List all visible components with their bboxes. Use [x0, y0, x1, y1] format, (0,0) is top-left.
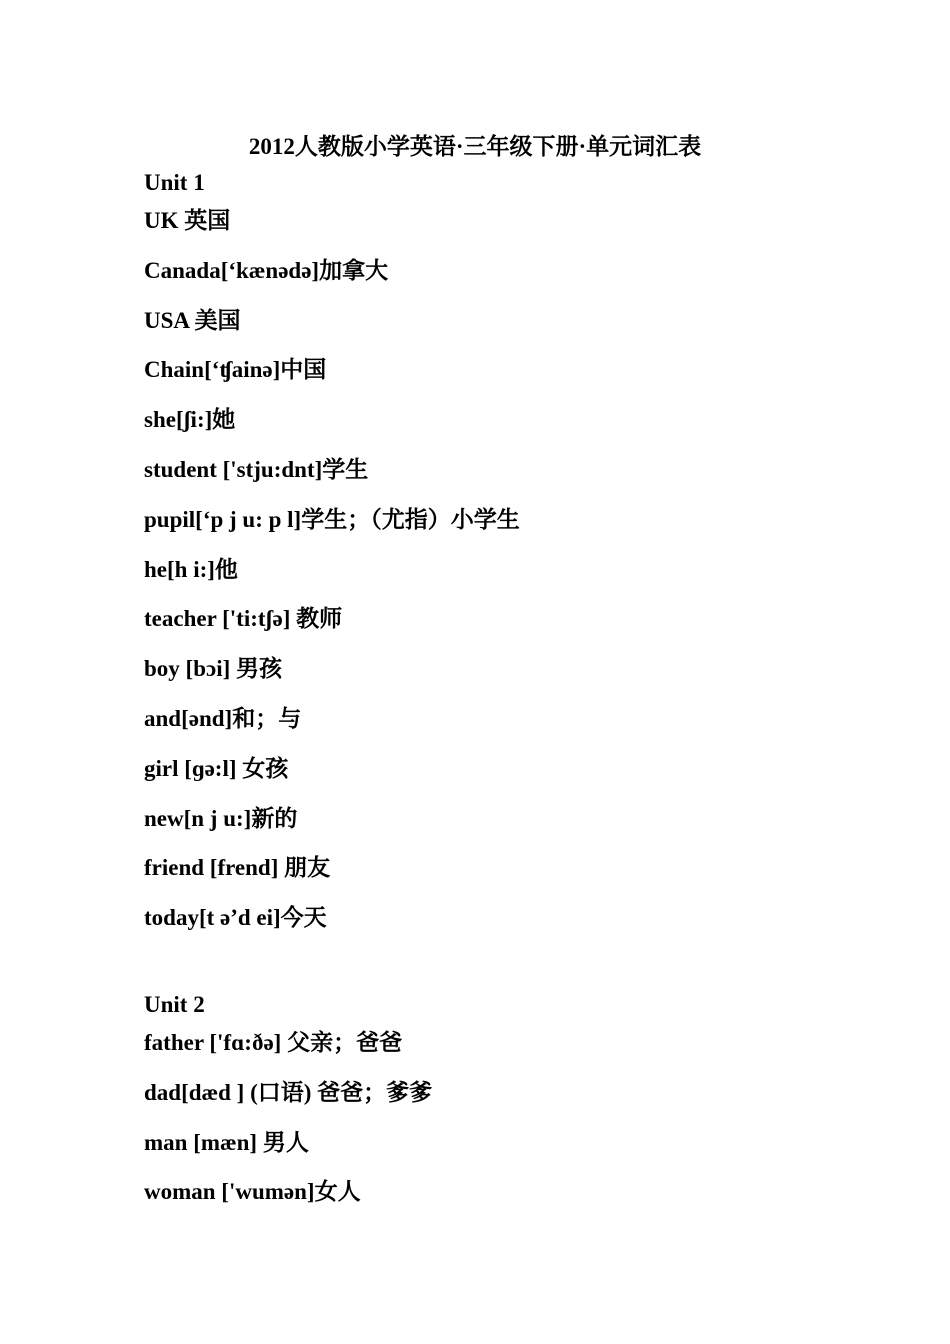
vocab-list	[144, 1028, 844, 1227]
vocab-item: dad[dæd ] (口语) 爸爸；爹爹	[144, 1079, 433, 1105]
vocab-item: Canada[‘kænədə]加拿大	[144, 257, 389, 283]
vocab-item: student ['stju:dnt]学生	[144, 456, 369, 482]
unit-heading: Unit 2	[144, 992, 205, 1017]
vocab-item: she[ʃi:]她	[144, 407, 236, 433]
vocab-item: he[h i:]他	[144, 556, 238, 582]
vocab-item: Chain[‘ʧainə]中国	[144, 357, 327, 383]
unit-section	[144, 168, 844, 953]
vocab-item: boy [bɔi] 男孩	[144, 656, 282, 682]
unit-heading: Unit 1	[144, 170, 205, 195]
vocab-item: pupil[‘p j u: p l]学生；（尤指）小学生	[144, 506, 520, 532]
vocab-item: woman ['wumən]女人	[144, 1179, 361, 1205]
vocab-item: and[ənd]和；与	[144, 705, 302, 731]
vocab-item: father ['fɑ:ðə] 父亲；爸爸	[144, 1030, 403, 1055]
document-title: 2012人教版小学英语·三年级下册·单元词汇表	[248, 134, 702, 159]
vocab-item: friend [frend] 朋友	[144, 855, 331, 881]
vocab-item: USA 美国	[144, 307, 241, 333]
vocab-item: today[t ə’d ei]今天	[144, 905, 327, 931]
vocab-item: girl [ɡə:l] 女孩	[144, 755, 289, 781]
vocab-list	[144, 206, 844, 953]
vocab-item: teacher ['ti:tʃə] 教师	[144, 606, 343, 632]
vocab-item: UK 英国	[144, 208, 231, 233]
unit-section	[144, 990, 844, 1227]
vocab-item: man [mæn] 男人	[144, 1129, 309, 1155]
vocab-item: new[n j u:]新的	[144, 805, 298, 831]
